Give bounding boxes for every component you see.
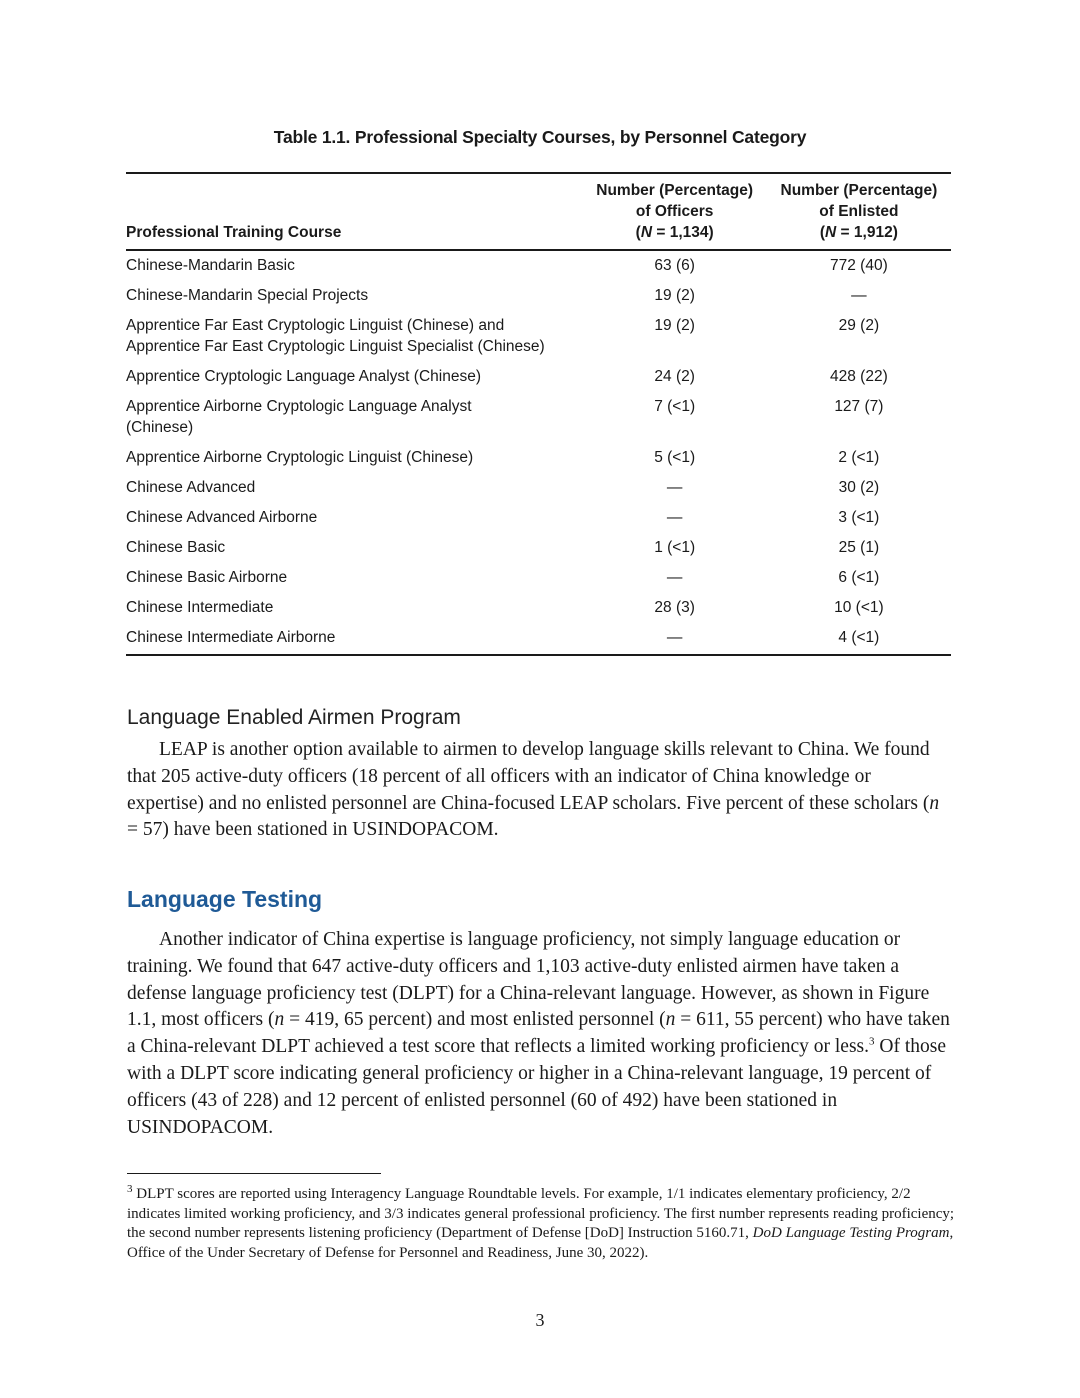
enlisted-count-cell: 6 (<1) (838, 569, 880, 586)
officers-count-cell: 19 (2) (654, 287, 695, 304)
course-name-line: Chinese Intermediate Airborne (126, 629, 336, 646)
table-row (126, 533, 951, 563)
course-name-line: Apprentice Airborne Cryptologic Language Analyst (126, 398, 472, 415)
footnote-italic-title: DoD Language Testing Program (752, 1225, 950, 1241)
officers-count-cell: 24 (2) (654, 368, 695, 385)
course-name-line: Chinese Advanced (126, 479, 256, 496)
header-officers-line2: of Officers (635, 203, 714, 220)
table-title: Table 1.1. Professional Specialty Courses, by Personnel Category (273, 127, 807, 147)
officers-count-cell: — (666, 509, 683, 526)
officers-count-cell: 1 (<1) (654, 539, 696, 556)
header-officers (583, 173, 767, 250)
course-name-cell (126, 593, 583, 623)
table-row (126, 473, 951, 503)
course-name-cell (126, 250, 583, 281)
leap-paragraph (127, 737, 952, 844)
course-name-line: Apprentice Airborne Cryptologic Linguist (Chinese) (126, 449, 474, 466)
leap-text-2: = 57) have been stationed in USINDOPACOM. (127, 819, 499, 841)
header-officers-line1: Number (Percentage) (596, 182, 754, 199)
testing-text-4: Of those with a DLPT score indicating general proficiency or higher in a China-relevant language, 19 percent of officers (43 of 228) and 12 percent of enlisted personnel (60 of 492) have been stationed in USINDOPACOM. (127, 1036, 946, 1138)
course-name-cell (126, 623, 583, 655)
footnote-reference[interactable]: 3 (869, 1035, 875, 1048)
course-name-cell (126, 392, 583, 443)
enlisted-count-cell: — (851, 287, 867, 304)
table-row (126, 623, 951, 655)
table-row (126, 392, 951, 443)
officers-count-cell: 28 (3) (654, 599, 695, 616)
course-name-cell (126, 533, 583, 563)
enlisted-count-cell: 29 (2) (838, 317, 880, 334)
header-enlisted-line3: (N = 1,912) (819, 224, 898, 241)
enlisted-count-cell: 30 (2) (838, 479, 880, 496)
table-row (126, 281, 951, 311)
footnote-text-2: , Office of the Under Secretary of Defense for Personnel and Readiness, June 30, 2022). (127, 1225, 954, 1261)
enlisted-count-cell: 4 (<1) (767, 623, 951, 655)
table-row (126, 593, 951, 623)
n-symbol: N (825, 224, 837, 241)
course-name-cell (126, 473, 583, 503)
testing-text-2: = 419, 65 percent) and most enlisted personnel ( (284, 1009, 666, 1031)
course-name-line: Chinese Basic Airborne (126, 569, 288, 586)
n-symbol: N (640, 224, 653, 241)
header-enlisted-line2: of Enlisted (819, 203, 899, 220)
officers-count-cell: 5 (<1) (654, 449, 696, 466)
footnote-number: 3 (127, 1183, 133, 1195)
language-testing-heading: Language Testing (127, 886, 323, 912)
officers-count-cell: 19 (2) (654, 317, 695, 334)
officers-count-cell: — (583, 623, 767, 655)
testing-n-symbol-1: n (274, 1009, 285, 1031)
course-name-cell (126, 362, 583, 392)
course-name-line: (Chinese) (126, 419, 194, 436)
table-row (126, 362, 951, 392)
page-number: 3 (535, 1310, 545, 1330)
footnote-text-1: DLPT scores are reported using Interagency Language Roundtable levels. For example, 1/1 indicates elementary proficiency, 2/2 indicates limited working proficiency, and 3/3 indicates general professional proficiency. The first number represents reading proficiency; the second number represents listening proficiency (Department of Defense [DoD] Instruction 5160.71, (127, 1186, 955, 1241)
course-name-line: Chinese-Mandarin Special Projects (126, 287, 369, 304)
officers-count-cell: — (666, 569, 683, 586)
course-name-line: Apprentice Cryptologic Language Analyst (Chinese) (126, 368, 481, 385)
table-row (126, 311, 951, 362)
table-row (126, 563, 951, 593)
officers-count-cell: 7 (<1) (654, 398, 696, 415)
course-name-line: Chinese-Mandarin Basic (126, 257, 295, 274)
enlisted-count-cell: 3 (<1) (838, 509, 880, 526)
professional-courses-table (126, 172, 951, 656)
course-name-cell (126, 311, 583, 362)
table-header-row (126, 173, 951, 250)
leap-n-symbol: n (929, 792, 940, 814)
course-name-line: Chinese Advanced Airborne (126, 509, 318, 526)
course-name-line: Chinese Intermediate (126, 599, 274, 616)
enlisted-count-cell: 428 (22) (830, 368, 888, 385)
testing-text-3: = 611, 55 percent) who have taken a China-relevant DLPT achieved a test score that reflects a limited working proficiency or less. (127, 1009, 950, 1058)
course-name-line: Apprentice Far East Cryptologic Linguist (Chinese) and (126, 317, 505, 334)
enlisted-count-cell: 2 (<1) (838, 449, 880, 466)
table-body (126, 250, 951, 655)
footnote-divider (127, 1173, 381, 1174)
header-officers-line3: (N = 1,134) (635, 224, 714, 241)
course-name-cell (126, 563, 583, 593)
course-name-line: Chinese Basic (126, 539, 226, 556)
course-name-cell (126, 281, 583, 311)
footnote (127, 1185, 957, 1263)
language-testing-paragraph (127, 927, 952, 1141)
enlisted-count-cell: 127 (7) (834, 398, 884, 415)
header-enlisted-line1: Number (Percentage) (780, 182, 938, 199)
table-row (126, 503, 951, 533)
leap-text-1: LEAP is another option available to airmen to develop language skills relevant to China. We found that 205 active-duty officers (18 percent of all officers with an indicator of China knowledge or expertise) and no enlisted personnel are China-focused LEAP scholars. Five percent of these scholars ( (127, 739, 930, 814)
officers-count-cell: 63 (6) (654, 257, 695, 274)
enlisted-count-cell: 25 (1) (838, 539, 880, 556)
header-course: Professional Training Course (126, 173, 583, 250)
testing-text-1: Another indicator of China expertise is language proficiency, not simply language education or training. We found that 647 active-duty officers and 1,103 active-duty enlisted airmen have taken a defense language proficiency test (DLPT) for a China-relevant language. However, as shown in Figure 1.1, most officers ( (127, 929, 930, 1031)
leap-heading: Language Enabled Airmen Program (127, 706, 461, 729)
course-name-cell (126, 503, 583, 533)
officers-count-cell: — (666, 479, 683, 496)
course-name-line: Apprentice Far East Cryptologic Linguist Specialist (Chinese) (126, 338, 545, 355)
header-enlisted (767, 173, 951, 250)
table-row (126, 250, 951, 281)
enlisted-count-cell: 772 (40) (830, 257, 888, 274)
enlisted-count-cell: 10 (<1) (834, 599, 884, 616)
course-name-cell (126, 443, 583, 473)
table-row (126, 443, 951, 473)
testing-n-symbol-2: n (665, 1009, 676, 1031)
